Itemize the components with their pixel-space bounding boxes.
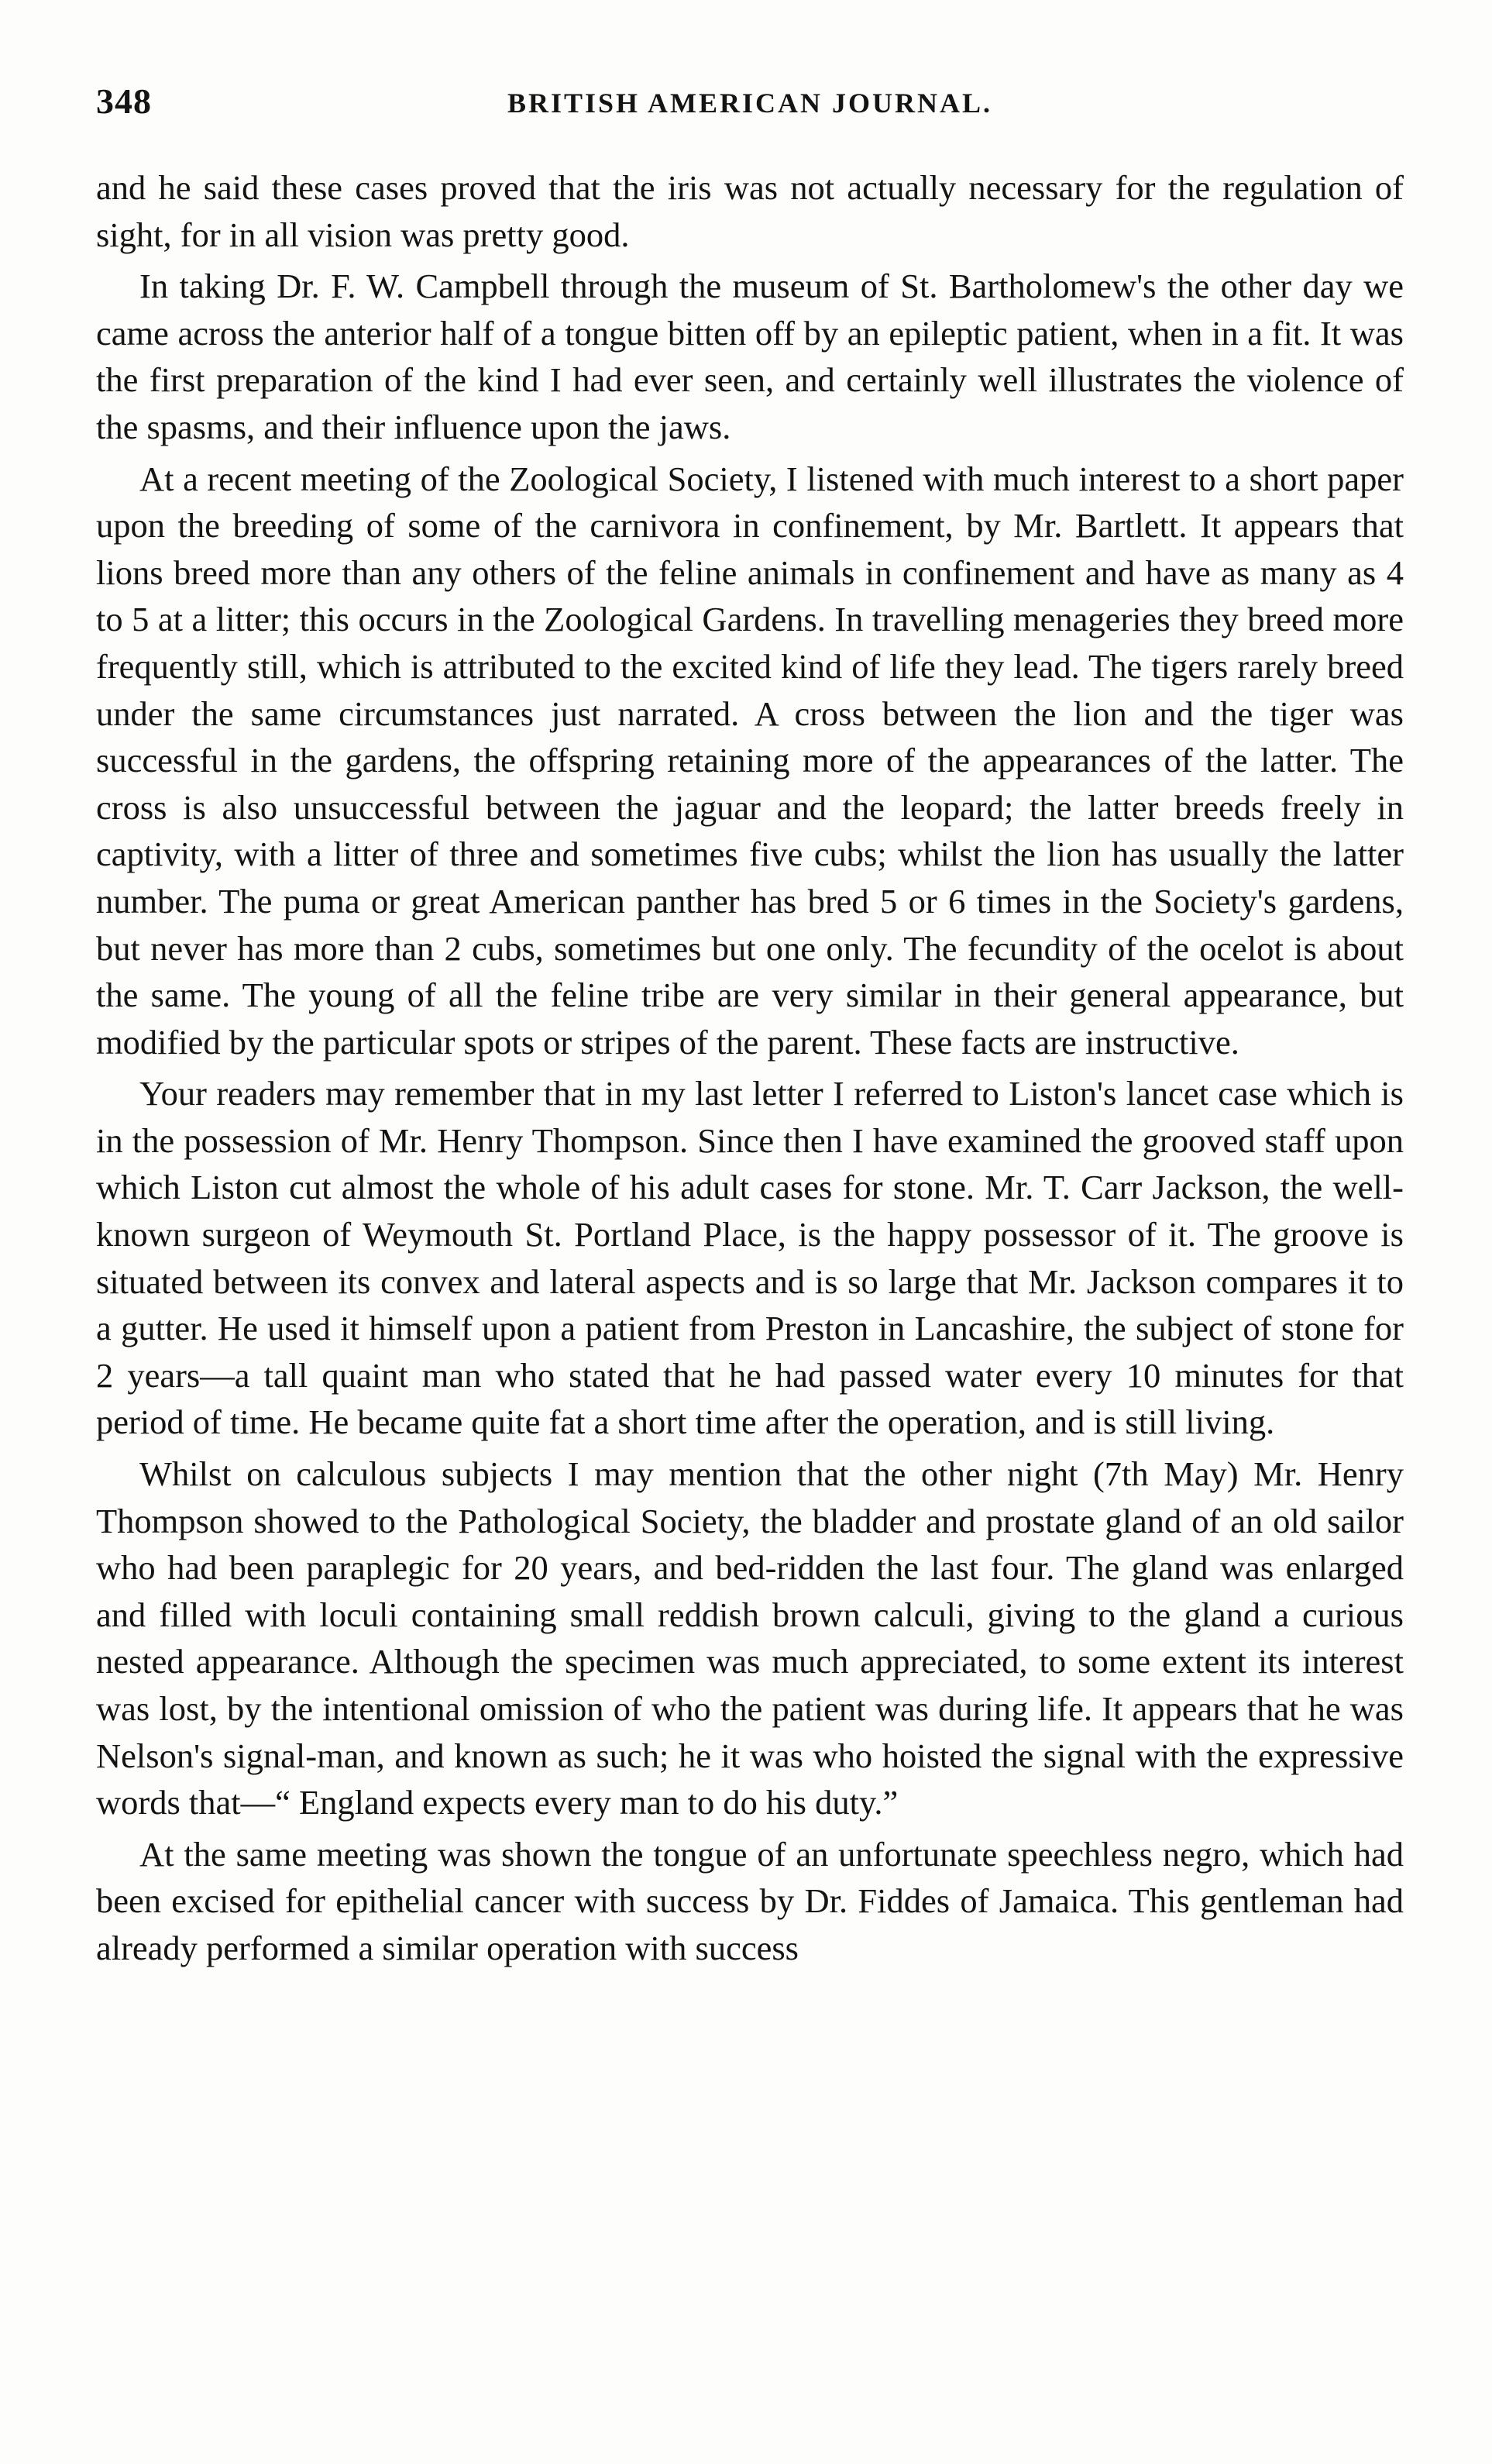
page-header	[96, 81, 1404, 130]
running-title: BRITISH AMERICAN JOURNAL.	[507, 88, 993, 119]
paragraph: Whilst on calculous subjects I may mention that the other night (7th May) Mr. Henry Thompson showed to the Pathological Society, the bladder and prostate gland of an old sailor who had been paraplegic for 20 years, and bed-ridden the last four. The gland was enlarged and filled with loculi containing small reddish brown calculi, giving to the gland a curious nested appearance. Although the specimen was much appreciated, to some extent its interest was lost, by the intentional omission of who the patient was during life. It appears that he was Nelson's signal-man, and known as such; he it was who hoisted the signal with the expressive words that—“ England expects every man to do his duty.”	[96, 1454, 1404, 1822]
paragraph: In taking Dr. F. W. Campbell through the museum of St. Bartholomew's the other day we came across the anterior half of a tongue bitten off by an epileptic patient, when in a fit. It was the first preparation of the kind I had ever seen, and certainly well illustrates the violence of the spasms, and their influence upon the jaws.	[96, 267, 1404, 446]
paragraph: At the same meeting was shown the tongue of an unfortunate speechless negro, which had been excised for epithelial cancer with success by Dr. Fiddes of Jamaica. This gentleman had already performed a similar operation with success	[96, 1834, 1404, 1967]
paragraph-continued: and he said these cases proved that the iris was not actually necessary for the regulation of sight, for in all vision was pretty good.	[96, 168, 1404, 254]
paragraph: Your readers may remember that in my last letter I referred to Liston's lancet case which is in the possession of Mr. Henry Thompson. Since then I have examined the grooved staff upon which Liston cut almost the whole of his adult cases for stone. Mr. T. Carr Jackson, the well-known surgeon of Weymouth St. Portland Place, is the happy possessor of it. The groove is situated between its convex and lateral aspects and is so large that Mr. Jackson compares it to a gutter. He used it himself upon a patient from Preston in Lancashire, the subject of stone for 2 years—a tall quaint man who stated that he had passed water every 10 minutes for that period of time. He became quite fat a short time after the operation, and is still living.	[96, 1074, 1404, 1442]
page-number: 348	[96, 81, 152, 121]
paragraph: At a recent meeting of the Zoological Society, I listened with much interest to a short paper upon the breeding of some of the carnivora in confinement, by Mr. Bartlett. It appears that lions breed more than any others of the feline animals in confinement and have as many as 4 to 5 at a litter; this occurs in the Zoological Gardens. In travelling menageries they breed more frequently still, which is attributed to the excited kind of life they lead. The tigers rarely breed under the same circumstances just narrated. A cross between the lion and the tiger was successful in the gardens, the offspring retaining more of the appearances of the latter. The cross is also unsuccessful between the jaguar and the leopard; the latter breeds freely in captivity, with a litter of three and sometimes five cubs; whilst the lion has usually the latter number. The puma or great American panther has bred 5 or 6 times in the Society's gardens, but never has more than 2 cubs, sometimes but one only. The fecundity of the ocelot is about the same. The young of all the feline tribe are very similar in their general appearance, but modified by the particular spots or stripes of the parent. These facts are instructive.	[96, 459, 1404, 1062]
article-body	[96, 164, 1404, 1977]
